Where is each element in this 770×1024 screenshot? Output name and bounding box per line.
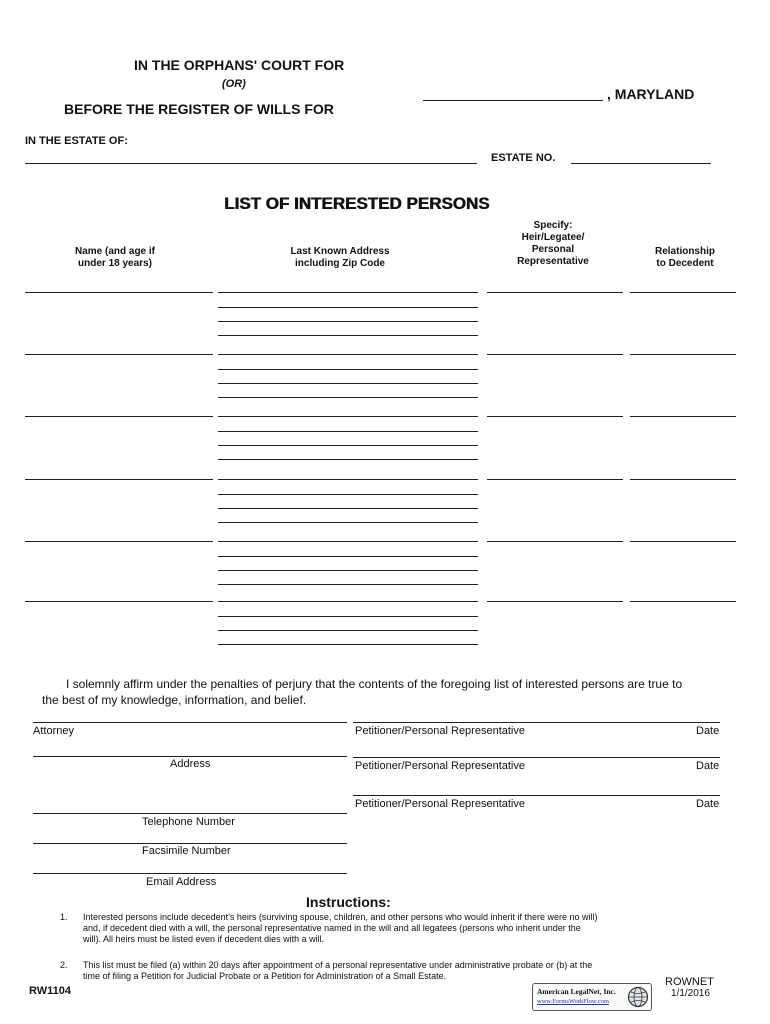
name-field[interactable] — [25, 354, 213, 355]
attorney-label: Attorney — [33, 725, 74, 737]
specify-field[interactable] — [487, 416, 623, 417]
address-line[interactable] — [33, 756, 347, 757]
address-field[interactable] — [218, 479, 478, 480]
petitioner-label-1: Petitioner/Personal Representative — [355, 725, 525, 737]
revision-date: 1/1/2016 — [671, 988, 710, 999]
facsimile-label: Facsimile Number — [142, 845, 231, 857]
specify-field[interactable] — [487, 479, 623, 480]
court-line: IN THE ORPHANS' COURT FOR — [134, 57, 345, 73]
address-field[interactable] — [218, 383, 478, 384]
address-field[interactable] — [218, 570, 478, 571]
address-field[interactable] — [218, 335, 478, 336]
address-field[interactable] — [218, 616, 478, 617]
address-field[interactable] — [218, 431, 478, 432]
address-field[interactable] — [218, 644, 478, 645]
estate-no-label: ESTATE NO. — [491, 152, 556, 164]
name-field[interactable] — [25, 541, 213, 542]
petitioner-signature-line-2[interactable] — [353, 757, 720, 758]
address-field[interactable] — [218, 494, 478, 495]
estate-no-blank[interactable] — [571, 163, 711, 164]
address-field[interactable] — [218, 584, 478, 585]
specify-field[interactable] — [487, 354, 623, 355]
address-field[interactable] — [218, 397, 478, 398]
relationship-field[interactable] — [630, 354, 736, 355]
address-field[interactable] — [218, 369, 478, 370]
globe-icon — [627, 986, 649, 1008]
date-label-3: Date — [696, 798, 720, 810]
address-field[interactable] — [218, 292, 478, 293]
specify-field[interactable] — [487, 541, 623, 542]
vendor-name: American LegalNet, Inc. — [537, 987, 616, 996]
telephone-line[interactable] — [33, 843, 347, 844]
address-field[interactable] — [218, 459, 478, 460]
instruction-number: 2. — [60, 960, 68, 970]
attorney-signature-line[interactable] — [33, 722, 347, 723]
column-header-address: Last Known Address including Zip Code — [290, 246, 390, 269]
specify-field[interactable] — [487, 292, 623, 293]
address-field[interactable] — [218, 416, 478, 417]
relationship-field[interactable] — [630, 416, 736, 417]
form-title: LIST OF INTERESTED PERSONS — [224, 194, 490, 213]
instruction-item-2: 2. This list must be filed (a) within 20 days after appointment of a personal representative under administrative probate or (b) at the time of filing a Petition for Judicial Probate or a Petition for Administration of a Small Estate. — [60, 960, 593, 981]
facsimile-line[interactable] — [33, 873, 347, 874]
email-label: Email Address — [146, 876, 217, 888]
name-field[interactable] — [25, 292, 213, 293]
date-label-2: Date — [696, 760, 720, 772]
estate-name-blank[interactable] — [25, 163, 477, 164]
affirmation-text: I solemnly affirm under the penalties of perjury that the contents of the foregoing list of interested persons are true to the best of my knowledge, information, and belief. — [42, 677, 683, 707]
name-field[interactable] — [25, 479, 213, 480]
address-field[interactable] — [218, 556, 478, 557]
county-blank[interactable] — [423, 100, 603, 101]
column-header-specify: Specify: Heir/Legatee/ Personal Representative — [517, 220, 589, 267]
specify-field[interactable] — [487, 601, 623, 602]
address-field[interactable] — [218, 541, 478, 542]
petitioner-label-3: Petitioner/Personal Representative — [355, 798, 525, 810]
date-label-1: Date — [696, 725, 720, 737]
address-field[interactable] — [218, 508, 478, 509]
petitioner-signature-line-3[interactable] — [353, 795, 720, 796]
address-field[interactable] — [218, 630, 478, 631]
register-line: BEFORE THE REGISTER OF WILLS FOR — [64, 101, 334, 117]
name-field[interactable] — [25, 416, 213, 417]
column-header-relationship: Relationship to Decedent — [654, 246, 715, 269]
or-line: (OR) — [222, 78, 246, 90]
address-field[interactable] — [218, 601, 478, 602]
instruction-number: 1. — [60, 912, 68, 922]
instructions-heading: Instructions: — [306, 894, 391, 910]
address-field[interactable] — [218, 354, 478, 355]
relationship-field[interactable] — [630, 541, 736, 542]
telephone-label: Telephone Number — [142, 816, 235, 828]
address-field[interactable] — [218, 445, 478, 446]
address-field[interactable] — [218, 321, 478, 322]
relationship-field[interactable] — [630, 479, 736, 480]
address-field[interactable] — [218, 522, 478, 523]
address-line-2[interactable] — [33, 813, 347, 814]
address-field[interactable] — [218, 307, 478, 308]
vendor-url[interactable]: www.FormsWorkFlow.com — [537, 998, 609, 1005]
petitioner-signature-line-1[interactable] — [353, 722, 720, 723]
rownet-label: ROWNET — [665, 976, 714, 988]
petitioner-label-2: Petitioner/Personal Representative — [355, 760, 525, 772]
relationship-field[interactable] — [630, 601, 736, 602]
column-header-name: Name (and age if under 18 years) — [74, 246, 156, 269]
name-field[interactable] — [25, 601, 213, 602]
relationship-field[interactable] — [630, 292, 736, 293]
vendor-badge — [532, 983, 652, 1011]
estate-of-label: IN THE ESTATE OF: — [25, 135, 128, 147]
form-code: RW1104 — [29, 985, 71, 997]
instruction-item-1: 1. Interested persons include decedent's heirs (surviving spouse, children, and other persons who would inherit if there were no will) and, if decedent died with a will, the personal representative named in the will and all legatees (persons who inherit under the will). All heirs must be listed even if decedent dies with a will. — [60, 912, 598, 944]
address-label: Address — [170, 758, 211, 770]
maryland-label: , MARYLAND — [607, 86, 695, 102]
